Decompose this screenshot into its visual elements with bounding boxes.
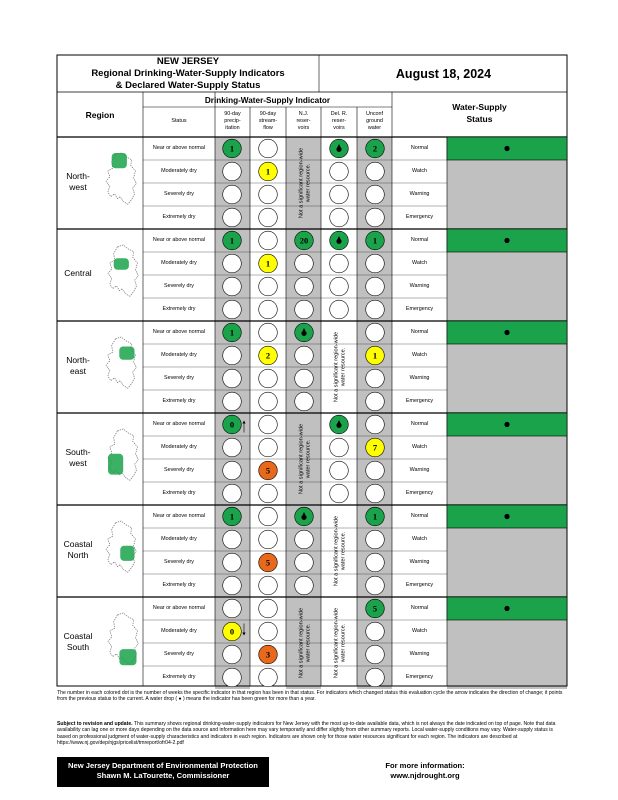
region-name-5-0: Coastal [63,630,93,641]
groundwater-header-2: ground [366,118,383,124]
indicator-dot [259,208,278,227]
region-header: Region [85,110,115,120]
highlighted-region [108,454,123,475]
title-line-2: & Declared Water-Supply Status [115,80,261,91]
not-significant-line: Not a significant region-wide [298,423,305,495]
ws-status-label: Warning [409,650,430,657]
indicator-dot [259,668,278,687]
ws-status-dot [504,606,509,611]
region-name-2-0: North- [66,354,90,365]
indicator-dot [330,185,349,204]
weeks-count: 2 [372,143,378,154]
ws-status-dot [504,514,509,519]
footnote: The number in each colored dot is the number of weeks the specific indicator in that region has been in that status. For indicators which changed status this evaluation cycle the arrow indicates the direction of change; it points from the previous status to the current. A water drop ( ● ) means the indicator has been green for more than a year. [57,690,563,703]
indicator-dot [330,254,349,273]
ws-status-label: Warning [409,558,430,565]
status-label: Severely dry [164,374,194,381]
ws-status-label: Normal [410,420,429,427]
indicator-dot [259,507,278,526]
not-significant-line: Not a significant region-wide [333,607,340,679]
status-label: Near or above normal [152,420,206,427]
weeks-count: 0 [229,626,235,637]
weeks-count: 1 [372,235,378,246]
indicator-dot [330,461,349,480]
indicator-dot [223,185,242,204]
ws-status-label: Normal [410,144,429,151]
nj-outline [106,337,136,388]
indicator-dot [259,415,278,434]
ws-status-label: Emergency [405,305,434,312]
status-label: Severely dry [164,466,194,473]
highlighted-region [119,649,136,665]
indicator-dot [259,599,278,618]
indicator-dot [366,208,385,227]
indicator-dot [295,369,314,388]
precip-header-1: 90-day [224,111,241,117]
weeks-count: 3 [265,649,271,660]
weeks-count: 1 [265,166,271,177]
status-label: Near or above normal [152,236,206,243]
not-significant-line: water resource. [305,163,312,203]
ws-status-label: Warning [409,190,430,197]
indicator-dot [295,553,314,572]
status-label: Near or above normal [152,604,206,611]
indicator-dot [366,300,385,319]
not-significant-note [334,516,347,586]
indicator-dot [330,300,349,319]
indicator-dot [259,231,278,250]
indicator-dot [295,392,314,411]
weeks-count: 0 [229,419,235,430]
ws-status-label: Watch [411,167,428,174]
not-significant-line: Not a significant region-wide [298,607,305,679]
ws-status-label: Normal [410,236,429,243]
indicator-dot [366,530,385,549]
indicator-dot [366,415,385,434]
status-label: Near or above normal [152,328,206,335]
indicator-dot [223,530,242,549]
disclaimer-text: This summary shows regional drinking-water-supply indicators for New Jersey with the most up-to-date available data, which is not always the date indicated on top of page. Note that data availability can lag one or more days depending on the data source and information here may vary temporarily and differ slightly from other summary reports. Local water-supply conditions may vary. Water-supply status is based on professional judgment of water-supply characteristics and indicators in each region. Indicators are shown only for those water resources significant for each region. The indicators are described at https://www.nj.gov/dep/njgs/pricelist/tmreport/ofr04-2.pdf [57,721,556,746]
weeks-count: 5 [265,557,271,568]
indicator-dot [259,392,278,411]
nj-reservoirs-header-2: reser- [296,118,311,124]
not-significant-line: Not a significant region-wide [333,515,340,587]
nj-region-map-icon [106,521,136,572]
indicator-dot [223,277,242,296]
indicator-dot [366,185,385,204]
indicator-dot [366,254,385,273]
indicator-dot [223,668,242,687]
indicator-dot [223,254,242,273]
indicator-dot [330,277,349,296]
highlighted-region [120,546,134,561]
status-label: Severely dry [164,282,194,289]
status-label: Moderately dry [161,259,197,266]
status-label: Extremely dry [162,581,196,588]
indicator-dot [295,530,314,549]
indicator-dot [366,645,385,664]
not-significant-line: water resource. [340,623,347,663]
disclaimer [57,721,567,746]
ws-status-label: Emergency [405,489,434,496]
indicator-dot [366,162,385,181]
indicator-dot [295,576,314,595]
status-label: Severely dry [164,190,194,197]
report-date: August 18, 2024 [395,67,492,81]
nj-reservoirs-header-3: voirs [297,125,310,131]
ws-status-label: Normal [410,328,429,335]
indicator-dot [223,461,242,480]
groundwater-header-3: water [367,125,382,131]
indicator-dot [223,392,242,411]
not-significant-line: water resource. [305,623,312,663]
status-label: Extremely dry [162,213,196,220]
precip-header-2: precip- [224,118,241,124]
status-label: Moderately dry [161,167,197,174]
indicator-dot [259,438,278,457]
status-label: Extremely dry [162,489,196,496]
indicator-dot [223,438,242,457]
status-label: Moderately dry [161,535,197,542]
more-info [350,761,500,781]
status-label: Moderately dry [161,443,197,450]
indicator-dot [330,484,349,503]
weeks-count: 1 [229,235,235,246]
ws-status-label: Normal [410,604,429,611]
weeks-count: 1 [229,327,235,338]
nj-region-map-icon [106,337,136,388]
status-label: Severely dry [164,558,194,565]
weeks-count: 1 [229,143,235,154]
more-info-label: For more information: [385,761,465,770]
region-name-3-0: South- [65,446,91,457]
region-name-4-1: North [67,549,89,560]
not-significant-line: Not a significant region-wide [298,147,305,219]
indicator-dot [366,369,385,388]
indicator-group-header: Drinking-Water-Supply Indicator [204,96,331,105]
ws-status-label: Emergency [405,581,434,588]
status-label: Extremely dry [162,305,196,312]
highlighted-region [119,347,134,360]
weeks-count: 2 [265,350,271,361]
indicator-dot [366,277,385,296]
indicator-dot [223,484,242,503]
ws-status-label: Warning [409,374,430,381]
indicator-dot [223,208,242,227]
region-name-3-1: west [69,457,87,468]
status-label: Extremely dry [162,397,196,404]
indicator-dot [259,530,278,549]
not-significant-line: water resource. [305,439,312,479]
indicator-dot [330,208,349,227]
website-link[interactable]: www.njdrought.org [390,771,460,780]
del-reservoirs-header-2: reser- [331,118,347,124]
ws-status-dot [504,422,509,427]
ws-status-label: Normal [410,512,429,519]
ws-status-label: Emergency [405,213,434,220]
indicator-dot [259,139,278,158]
commissioner-name: Shawn M. LaTourette, Commissioner [96,771,230,780]
indicator-dot [366,461,385,480]
weeks-count: 1 [372,350,378,361]
indicator-dot [295,254,314,273]
ws-status-dot [504,146,509,151]
indicator-dot [223,599,242,618]
ws-status-header-1: Water-Supply [452,102,507,112]
status-header: Status [171,118,187,124]
indicator-dot [295,346,314,365]
status-label: Moderately dry [161,627,197,634]
groundwater-header-1: Unconf [365,111,384,117]
ws-status-label: Watch [411,627,428,634]
ws-status-dot [504,238,509,243]
indicator-dot [259,300,278,319]
ws-status-dot [504,330,509,335]
indicator-dot [366,553,385,572]
indicator-dot [223,576,242,595]
indicator-dot [223,346,242,365]
indicator-dot [223,369,242,388]
not-significant-line: water resource. [340,347,347,387]
indicator-dot [259,369,278,388]
region-name-0-0: North- [66,170,90,181]
indicator-dot [223,300,242,319]
weeks-count: 5 [265,465,271,476]
indicator-dot [223,553,242,572]
nj-region-map-icon [106,153,136,204]
indicator-dot [366,622,385,641]
region-name-4-0: Coastal [63,538,93,549]
not-significant-note [334,332,347,402]
not-significant-line: water resource. [340,531,347,571]
highlighted-region [114,258,129,269]
indicator-dot [366,484,385,503]
indicator-dot [366,668,385,687]
indicator-dot [259,622,278,641]
indicator-dot [259,484,278,503]
not-significant-note [334,608,347,678]
agency-footer [57,757,269,787]
indicator-dot [223,162,242,181]
region-name-1-0: Central [64,268,92,278]
highlighted-region [112,153,127,168]
weeks-count: 1 [229,511,235,522]
indicator-dot [259,277,278,296]
ws-status-header-2: Status [466,114,493,124]
indicator-dot [366,392,385,411]
region-name-2-1: east [69,365,87,376]
status-label: Near or above normal [152,512,206,519]
status-label: Severely dry [164,650,194,657]
nj-region-map-icon [108,429,138,480]
nj-region-map-icon [108,613,138,665]
streamflow-header-3: flow [263,125,273,131]
precip-header-3: itation [225,125,240,131]
indicator-dot [259,185,278,204]
not-significant-line: Not a significant region-wide [333,331,340,403]
nj-reservoirs-header-1: N.J. [298,111,309,117]
indicator-dot [295,277,314,296]
indicator-dot [295,300,314,319]
streamflow-header-2: stream- [258,118,278,124]
status-label: Near or above normal [152,144,206,151]
state-name: NEW JERSEY [156,56,220,67]
weeks-count: 20 [299,235,309,246]
disclaimer-heading: Subject to revision and update. [57,721,133,727]
status-label: Extremely dry [162,673,196,680]
ws-status-label: Emergency [405,397,434,404]
status-label: Moderately dry [161,351,197,358]
indicator-dot [223,645,242,664]
ws-status-label: Watch [411,259,428,266]
nj-region-map-icon [108,245,138,296]
ws-status-label: Emergency [405,673,434,680]
del-reservoirs-header-3: voirs [333,125,345,131]
indicator-dot [366,323,385,342]
weeks-count: 5 [372,603,378,614]
weeks-count: 1 [372,511,378,522]
indicator-dot [330,438,349,457]
indicator-dot [259,323,278,342]
del-reservoirs-header-1: Del. R. [330,111,348,117]
indicator-dot [366,576,385,595]
region-name-0-1: west [69,181,87,192]
ws-status-label: Watch [411,351,428,358]
ws-status-label: Warning [409,282,430,289]
agency-name: New Jersey Department of Environmental Protection [68,761,258,770]
indicator-dot [259,576,278,595]
weeks-count: 1 [265,258,271,269]
region-name-5-1: South [66,641,90,652]
streamflow-header-1: 90-day [259,111,277,117]
weeks-count: 7 [372,442,378,453]
nj-outline [108,245,138,296]
title-line-1: Regional Drinking-Water-Supply Indicators [91,68,285,79]
ws-status-label: Warning [409,466,430,473]
indicator-dot [330,162,349,181]
ws-status-label: Watch [411,443,428,450]
ws-status-label: Watch [411,535,428,542]
